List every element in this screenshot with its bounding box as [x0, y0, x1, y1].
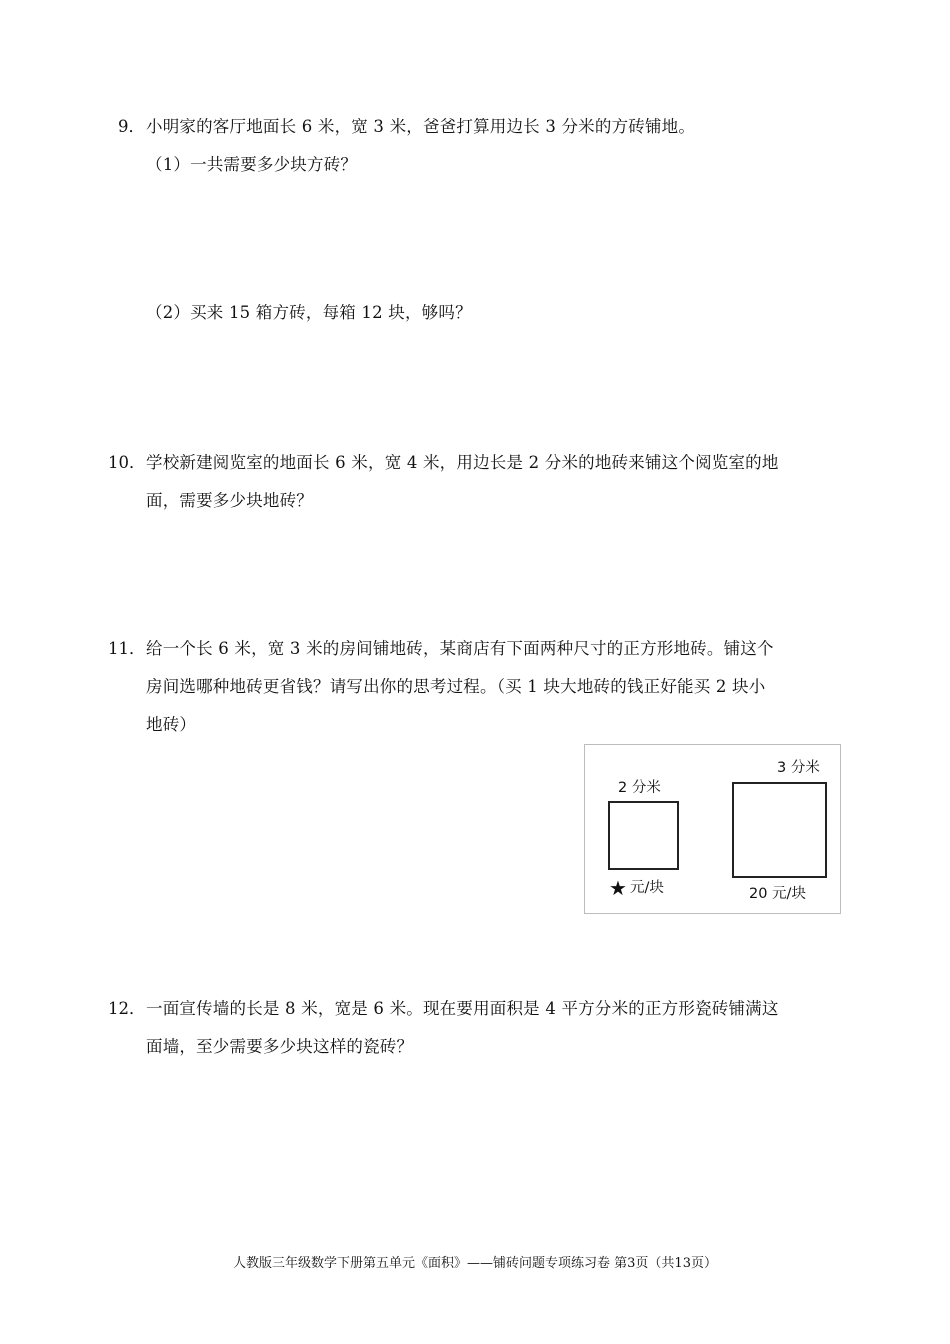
small-tile-price-label: 元/块 — [630, 880, 664, 896]
large-tile-square — [732, 782, 827, 878]
star-icon: ★ — [609, 876, 627, 900]
q11-line2: 房间选哪种地砖更省钱？请写出你的思考过程。（买 1 块大地砖的钱正好能买 2 块小 — [146, 677, 766, 696]
q12-line2: 面墙，至少需要多少块这样的瓷砖？ — [146, 1037, 414, 1056]
q10-number: 10． — [108, 453, 146, 472]
q11-line3: 地砖） — [146, 715, 197, 734]
large-tile-price-label: 20 元/块 — [749, 886, 806, 902]
large-tile-size-label: 3 分米 — [777, 760, 820, 776]
tile-comparison-figure — [584, 744, 841, 914]
q12-number: 12． — [108, 999, 146, 1018]
small-tile-size-label: 2 分米 — [618, 780, 661, 796]
q11-number: 11． — [108, 639, 146, 658]
q9-sub2: （2）买来 15 箱方砖，每箱 12 块，够吗？ — [146, 303, 472, 322]
q9-sub1: （1）一共需要多少块方砖？ — [146, 155, 358, 174]
q10-line1: 学校新建阅览室的地面长 6 米，宽 4 米，用边长是 2 分米的地砖来铺这个阅览室的地 — [146, 453, 779, 472]
q11-line1: 给一个长 6 米，宽 3 米的房间铺地砖，某商店有下面两种尺寸的正方形地砖。铺这个 — [146, 639, 774, 658]
page-footer: 人教版三年级数学下册第五单元《面积》——铺砖问题专项练习卷 第3页（共13页） — [233, 1256, 717, 1271]
q9-number: 9． — [118, 117, 145, 136]
small-tile-square — [608, 801, 679, 870]
q12-line1: 一面宣传墙的长是 8 米，宽是 6 米。现在要用面积是 4 平方分米的正方形瓷砖铺满这 — [146, 999, 779, 1018]
q10-line2: 面，需要多少块地砖？ — [146, 491, 313, 510]
q9-text: 小明家的客厅地面长 6 米，宽 3 米，爸爸打算用边长 3 分米的方砖铺地。 — [146, 117, 696, 136]
